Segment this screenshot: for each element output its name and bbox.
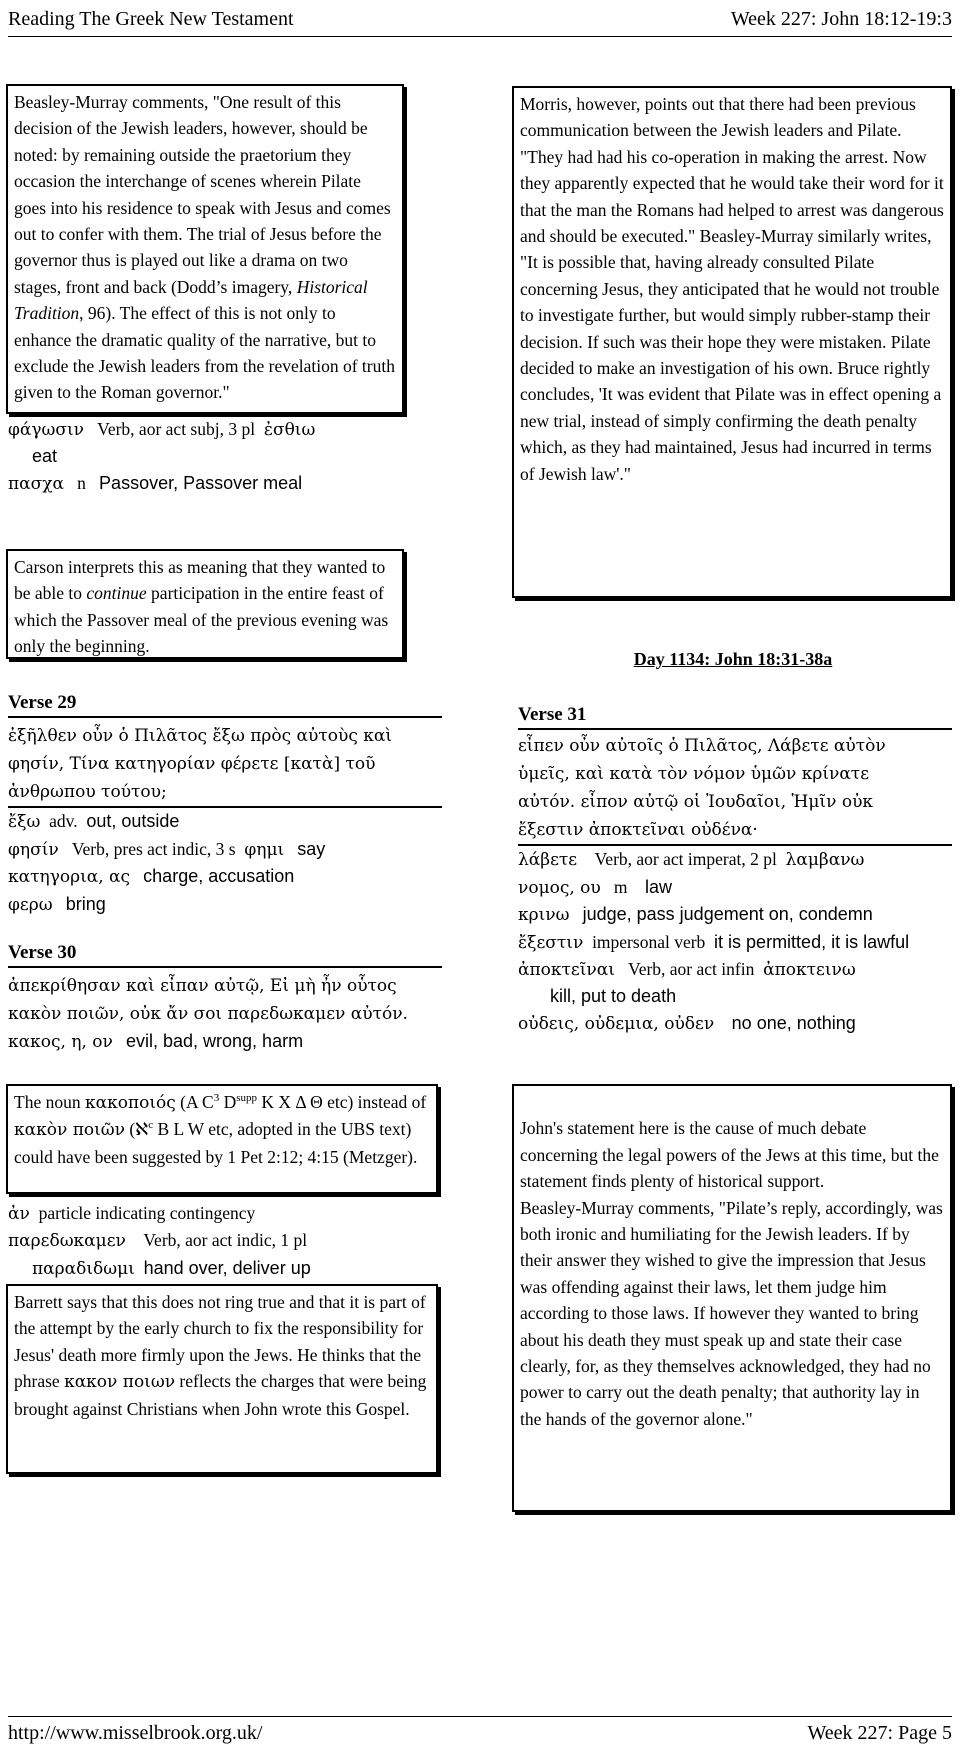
vocab-entry [8, 1227, 438, 1254]
vocab-gloss: Passover, Passover meal [99, 472, 303, 493]
vocab-gloss: say [297, 838, 326, 859]
note-text: K X Δ Θ etc) instead of [257, 1092, 427, 1112]
note-text: The noun [14, 1092, 85, 1112]
page-footer [8, 1722, 952, 1745]
commentary-citation: Historical Tradition [14, 276, 368, 324]
vocab-greek: κακος, η, ον [8, 1032, 113, 1053]
commentary-box-legal-powers [512, 1084, 952, 1512]
day-title: Day 1134: John 18:31-38a [633, 649, 833, 669]
vocab-greek: οὐδεις, οὐδεμια, οὐδεν [518, 1013, 715, 1034]
vocab-parse: particle indicating contingency [38, 1203, 256, 1223]
vocab-gloss: charge, accusation [143, 866, 295, 887]
note-sup: c [148, 1119, 154, 1132]
vocab-block-3 [8, 1200, 438, 1282]
commentary-text: Barrett says that this does not ring true and that it is part of the attempt by the early church to fix the responsibility for Jesus' death more firmly upon the Jews. He thinks that the phrase [14, 1292, 426, 1392]
commentary-text: Morris, however, points out that there had been previous communication between the Jewish leaders and Pilate. "They had had his co-operation in making the arrest. Now they apparently expected that he would take their word for it that the man the Romans had helped to arrest was dangerous and should be executed." Beasley-Murray similarly writes, "It is possible that, having already consulted Pilate concerning Jesus, they anticipated that he would not trouble to investigate further, but would simply rubber-stamp their decision. If such was their hope they were mistaken. Pilate decided to make an investigation of his own. Bruce rightly concludes, 'It was evident that Pilate was in effect opening a new trial, instead of simply confirming the death penalty which, as they had maintained, Jesus had incurred in terms of Jewish law'." [520, 94, 944, 484]
vocab-entry [8, 1028, 442, 1055]
day-heading [514, 646, 952, 672]
commentary-text: participation in the entire feast of which the Passover meal of the previous evening was only the beginning. [14, 583, 389, 657]
vocab-entry [8, 808, 442, 835]
footer-page: Week 227: Page 5 [807, 1722, 952, 1744]
vocab-gloss: bring [65, 893, 106, 914]
verse-29-section [8, 690, 442, 918]
header-week: Week 227: John 18:12-19:3 [730, 8, 952, 30]
vocab-greek: παρεδωκαμεν [8, 1231, 126, 1252]
footer-rule [8, 1716, 952, 1717]
note-text: B L W etc, adopted in the UBS text) could have been suggested by 1 Pet 2:12; 4:15 (Metzger). [14, 1119, 418, 1167]
vocab-greek: ἔξεστιν [518, 932, 584, 953]
vocab-gloss: hand over, deliver up [143, 1257, 311, 1278]
vocab-greek: νομος, ου [518, 877, 601, 898]
vocab-gloss: judge, pass judgement on, condemn [582, 904, 873, 925]
verse-29-heading: Verse 29 [8, 690, 442, 718]
vocab-greek: λάβετε [518, 850, 578, 871]
vocab-greek: ἀν [8, 1204, 30, 1224]
commentary-box-barrett [6, 1284, 438, 1474]
verse-30-section [8, 940, 442, 1056]
vocab-entry [8, 1200, 438, 1227]
vocab-gloss: law [645, 876, 673, 897]
vocab-entry [8, 863, 442, 890]
vocab-parse: m [613, 876, 628, 897]
vocab-gloss: no one, nothing [731, 1012, 856, 1033]
vocab-lemma: λαμβανω [785, 850, 865, 871]
vocab-parse: Verb, pres act indic, 3 s [71, 838, 236, 859]
note-greek: κακὸν ποιῶν [14, 1120, 125, 1141]
verse-31-heading: Verse 31 [518, 702, 952, 730]
vocab-greek: πασχα [8, 473, 65, 494]
vocab-greek: κατηγορια, ας [8, 867, 131, 888]
vocab-parse: adv. [49, 811, 78, 832]
vocab-greek: κρινω [518, 905, 570, 926]
vocab-greek: φησίν [8, 839, 59, 860]
vocab-entry [518, 929, 952, 956]
commentary-text: John's statement here is the cause of much debate concerning the legal powers of the Jews at this time, but the statement finds plenty of historical support. Beasley-Murray comments, "Pilate’s reply, accordingly, was both ironic and humiliating for the Jewish leaders. If by their answer they wished to give the impression that Jesus was offending against their laws, let them judge him according to those laws. If however they wanted to bring about his death they must speak up and state their case clearly, for, as they themselves acknowledged, they had no power to carry out the death penalty; that authority lay in the hands of the governor alone." [520, 1118, 943, 1429]
vocab-entry-cont [8, 1255, 438, 1282]
verse-30-text: ἀπεκρίθησαν καὶ εἶπαν αὐτῷ, Εἰ μὴ ἦν οὗτος κακὸν ποιῶν, οὐκ ἄν σοι παρεδωκαμεν αὐτόν. [8, 976, 408, 1025]
commentary-greek: κακον ποιων [64, 1372, 176, 1393]
commentary-text: Beasley-Murray comments, "One result of this decision of the Jewish leaders, however, should be noted: by remaining outside the praetorium they occasion the interchange of scenes wherein Pilate goes into his residence to speak with Jesus and comes out to confer with them. The trial of Jesus before the governor thus is played out like a drama on two stages, front and back (Dodd’s imagery, [14, 92, 391, 297]
header-title: Reading The Greek New Testament [8, 8, 294, 30]
vocab-parse: Verb, aor act infin [628, 959, 755, 980]
verse-31-section [518, 702, 952, 1037]
verse-31-text: εἶπεν οὖν αὐτοῖς ὁ Πιλᾶτος, Λάβετε αὐτὸν ὑμεῖς, καὶ κατὰ τὸν νόμον ὑμῶν κρίνατε αὐτόν. εἶπον αὐτῷ οἱ Ἰουδαῖοι, Ἡμῖν οὐκ ἔξεστιν ἀποκτεῖναι οὐδένα· [518, 730, 952, 846]
vocab-entry [8, 836, 442, 863]
vocab-greek: ἔξω [8, 812, 41, 833]
vocab-parse: Verb, aor act indic, 1 pl [143, 1230, 308, 1251]
commentary-box-carson [6, 549, 404, 659]
commentary-text: Carson interprets this as meaning that they wanted to be able to [14, 557, 386, 604]
vocab-entry [518, 956, 952, 983]
textual-note-box [6, 1084, 438, 1194]
vocab-entry [8, 470, 404, 497]
commentary-box-morris [512, 86, 952, 598]
page-header [8, 8, 952, 31]
note-text: (A C [175, 1092, 214, 1112]
note-text: D [219, 1092, 237, 1112]
vocab-greek: φερω [8, 894, 53, 915]
vocab-block-1 [8, 416, 404, 497]
note-sup: 3 [213, 1092, 220, 1105]
vocab-greek: ἀποκτεῖναι [518, 960, 615, 981]
vocab-entry [518, 901, 952, 928]
note-greek: κακοποιός [84, 1093, 176, 1113]
note-sup: supp [236, 1092, 257, 1105]
commentary-box-beasley-murray [6, 84, 404, 414]
vocab-entry [518, 1010, 952, 1037]
verse-30-heading: Verse 30 [8, 940, 442, 968]
vocab-lemma: παραδιδωμι [32, 1258, 135, 1279]
vocab-parse: Verb, aor act imperat, 2 pl [594, 849, 777, 870]
vocab-gloss: kill, put to death [550, 986, 677, 1007]
commentary-emphasis: continue [86, 583, 147, 604]
vocab-lemma: ἐσθιω [263, 420, 316, 440]
verse-29-text: ἐξῆλθεν οὖν ὁ Πιλᾶτος ἔξω πρὸς αὐτοὺς καὶ φησίν, Τίνα κατηγορίαν φέρετε [κατὰ] τοῦ ἀνθρωπου τούτου; [8, 718, 442, 808]
footer-url[interactable]: http://www.misselbrook.org.uk/ [8, 1722, 263, 1744]
commentary-text: reflects the charges that were being brought against Christians when John wrote this Gospel. [14, 1371, 427, 1419]
vocab-gloss: out, outside [86, 811, 180, 832]
vocab-gloss: eat [32, 446, 58, 467]
vocab-parse: n [77, 472, 86, 493]
vocab-greek: φάγωσιν [8, 420, 85, 440]
commentary-text: , 96). The effect of this is not only to enhance the dramatic quality of the narrative, but to exclude the Jewish leaders from the revelation of truth given to the Roman governor." [14, 303, 395, 403]
vocab-entry [8, 891, 442, 918]
vocab-lemma: φημι [244, 839, 285, 860]
note-text: (ℵ [124, 1119, 149, 1140]
vocab-gloss: it is permitted, it is lawful [714, 931, 910, 952]
vocab-lemma: ἀποκτεινω [763, 960, 856, 981]
vocab-entry [8, 416, 404, 443]
vocab-entry [518, 874, 952, 901]
header-rule [8, 36, 952, 37]
vocab-parse: impersonal verb [592, 931, 706, 952]
vocab-entry [518, 846, 952, 873]
vocab-gloss: evil, bad, wrong, harm [125, 1031, 304, 1052]
vocab-parse: Verb, aor act subj, 3 pl [97, 419, 256, 439]
